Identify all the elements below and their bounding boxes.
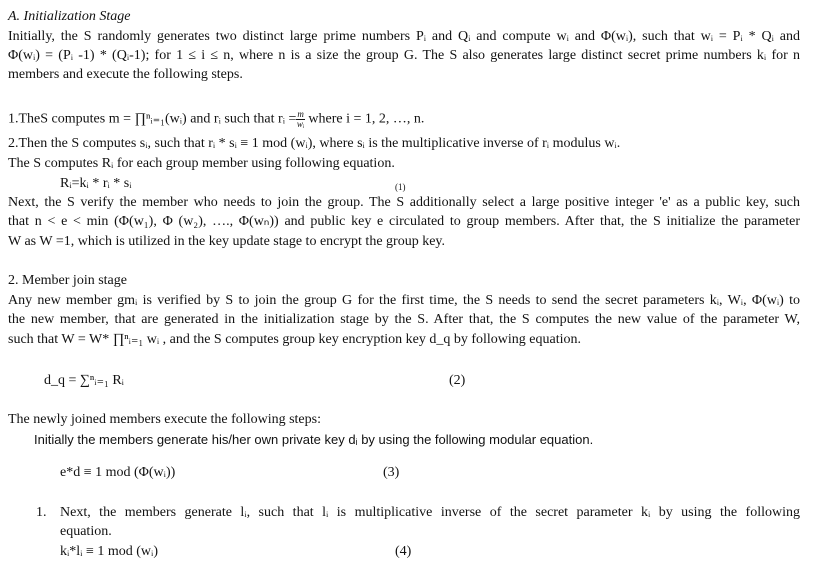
fraction-numerator: m xyxy=(297,109,304,119)
paragraph-line: that n < e < min (Φ(w₁), Φ (w₂), …., Φ(wₙ)) and public key e circulated to group members. After that, the S initialize the parameter xyxy=(8,214,800,229)
list-item-line: equation. xyxy=(60,524,112,539)
paragraph-line: Any new member gmᵢ is verified by S to join the group G for the first time, the S needs to send the secret parameters kᵢ, Wᵢ, Φ(wᵢ) to xyxy=(8,293,800,308)
paragraph-line: the new member, that are generated in the initialization stage by the S. After that, the S computes the new value of the parameter W, xyxy=(8,312,800,327)
paragraph-line: Next, the S verify the member who needs to join the group. The S additionally select a large positive integer 'e' as a public key, such xyxy=(8,195,800,210)
step-2: 2.Then the S computes sᵢ, such that rᵢ * sᵢ ≡ 1 mod (wᵢ), where sᵢ is the multiplicative inverse of rᵢ modulus wᵢ. xyxy=(8,136,621,151)
paragraph-line: members and execute the following steps. xyxy=(8,67,243,82)
paragraph-line: Φ(wᵢ) = (Pᵢ -1) * (Qᵢ-1); for 1 ≤ i ≤ n, where n is a size the group G. The S also generates large distinct secret prime numbers kᵢ for n xyxy=(8,48,800,63)
equation-4: kᵢ*lᵢ ≡ 1 mod (wᵢ) xyxy=(60,544,158,559)
fraction-denominator: wᵢ xyxy=(296,119,305,129)
equation-3-number: (3) xyxy=(383,465,400,480)
paragraph-line: Initially, the S randomly generates two distinct large prime numbers Pᵢ and Qᵢ and compute wᵢ and Φ(wᵢ), such that wᵢ = Pᵢ * Qᵢ and xyxy=(8,29,800,44)
equation-2: d_q = ∑ⁿᵢ₌₁ Rᵢ xyxy=(44,373,124,388)
paragraph-line: W as W =1, which is utilized in the key update stage to encrypt the group key. xyxy=(8,234,445,249)
equation-1-number: (1) xyxy=(395,182,406,192)
fraction-m-over-w xyxy=(296,110,305,129)
section-a-heading: A. Initialization Stage xyxy=(8,9,131,24)
step-1-suffix: where i = 1, 2, …, n. xyxy=(304,111,425,127)
paragraph-line: Initially the members generate his/her own private key dᵢ by using the following modular equation. xyxy=(34,432,594,447)
equation-3: e*d ≡ 1 mod (Φ(wᵢ)) xyxy=(60,465,176,480)
paragraph-line: The newly joined members execute the following steps: xyxy=(8,412,321,427)
step-1 xyxy=(8,110,424,129)
list-item-line: Next, the members generate lᵢ, such that lᵢ is multiplicative inverse of the secret parameter kᵢ by using the following xyxy=(60,505,800,520)
equation-1: Rᵢ=kᵢ * rᵢ * sᵢ xyxy=(60,176,132,191)
list-item-marker: 1. xyxy=(36,505,47,520)
step-1-text: 1.TheS computes m = ∏ⁿᵢ₌₁(wᵢ) and rᵢ such that rᵢ = xyxy=(8,111,297,127)
paragraph-line: The S computes Rᵢ for each group member using following equation. xyxy=(8,156,395,171)
paragraph-line: such that W = W* ∏ⁿᵢ₌₁ wᵢ , and the S computes group key encryption key d_q by following equation. xyxy=(8,332,581,347)
equation-4-number: (4) xyxy=(395,544,412,559)
section-2-heading: 2. Member join stage xyxy=(8,273,127,288)
equation-2-number: (2) xyxy=(449,373,466,388)
